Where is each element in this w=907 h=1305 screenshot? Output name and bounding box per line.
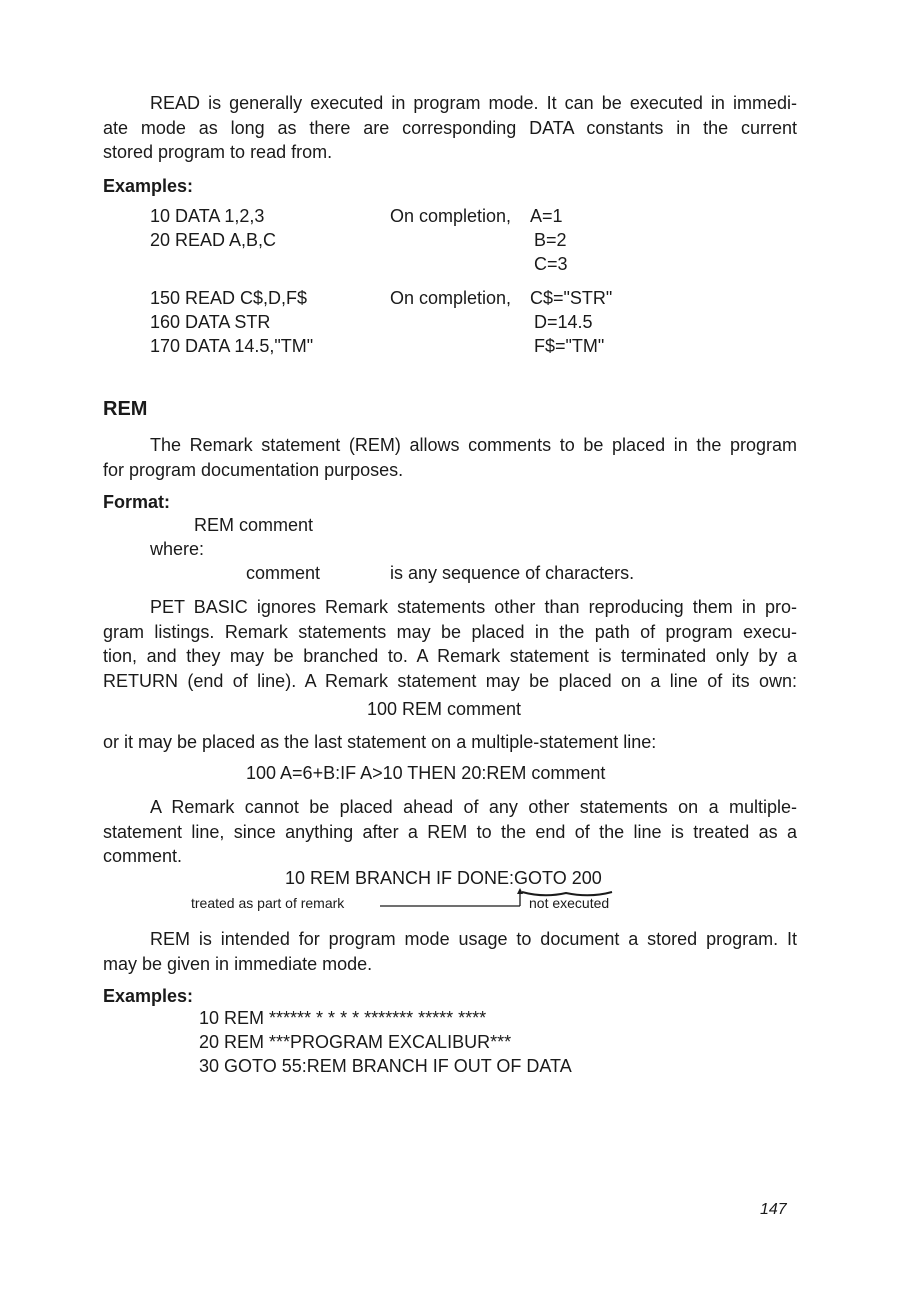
intended-line-2: may be given in immediate mode. [103, 953, 373, 974]
read-line-1: READ is generally executed in program mode. It can be executed in immedi- [150, 93, 797, 113]
result-a: A=1 [530, 206, 563, 226]
rem-intro-line-2: for program documentation purposes. [103, 459, 404, 480]
cannot-line-3: comment. [103, 846, 183, 866]
format-heading: Format: [103, 492, 170, 512]
param-description: is any sequence of characters. [390, 563, 635, 583]
page-number: 147 [760, 1201, 787, 1218]
example-branch-suffix: :GOTO 200 [509, 868, 602, 888]
completion-label-1: On completion, [390, 206, 512, 226]
pet-line-3: tion, and they may be branched to. A Remark statement is terminated only by a [103, 646, 797, 666]
example-goto-rem: 30 GOTO 55:REM BRANCH IF OUT OF DATA [199, 1056, 572, 1076]
pet-basic-paragraph [103, 595, 797, 693]
remark-arrow-head [517, 888, 523, 894]
pet-line-1: PET BASIC ignores Remark statements other than reproducing them in pro- [150, 597, 797, 617]
param-name: comment [246, 563, 321, 583]
result-b: B=2 [534, 230, 567, 250]
annotation-not-executed: not executed [529, 895, 610, 911]
read-line-2: ate mode as long as there are corresponding DATA constants in the current [103, 117, 797, 138]
example-line-160-data: 160 DATA STR [150, 312, 271, 332]
completion-label-2: On completion, [390, 288, 512, 308]
rem-intro-paragraph [103, 433, 797, 482]
intended-paragraph [103, 927, 797, 976]
pet-line-4: RETURN (end of line). A Remark statement may be placed on a line of its own: [103, 670, 797, 691]
rem-intro-line-1: The Remark statement (REM) allows comments to be placed in the program [150, 435, 797, 455]
multi-statement-paragraph: or it may be placed as the last statement on a multiple-statement line: [103, 732, 657, 752]
example-line-10-data: 10 DATA 1,2,3 [150, 206, 265, 226]
example-multi-statement: 100 A=6+B:IF A>10 THEN 20:REM comment [246, 763, 606, 783]
branch-annotation-graphic [0, 880, 907, 920]
intended-line-1: REM is intended for program mode usage to document a stored program. It [150, 929, 797, 949]
format-syntax: REM comment [194, 515, 314, 535]
read-paragraph [103, 91, 797, 165]
read-line-3: stored program to read from. [103, 142, 333, 162]
cannot-line-1: A Remark cannot be placed ahead of any other statements on a multiple- [150, 797, 797, 817]
result-cs: C$="STR" [530, 288, 613, 308]
examples-heading-1: Examples: [103, 176, 194, 196]
example-line-150-read: 150 READ C$,D,F$ [150, 288, 308, 308]
cannot-paragraph [103, 795, 797, 869]
examples-heading-2: Examples: [103, 986, 194, 1006]
annotation-treated-as-remark: treated as part of remark [191, 895, 345, 911]
pet-line-2: gram listings. Remark statements may be placed in the path of program execu- [103, 621, 797, 642]
example-rem-stars: 10 REM ****** * * * * ******* ***** **** [199, 1008, 487, 1028]
example-line-20-read: 20 READ A,B,C [150, 230, 277, 250]
cannot-line-2: statement line, since anything after a REM to the end of the line is treated as a [103, 821, 797, 842]
example-own-line: 100 REM comment [367, 699, 522, 719]
result-c: C=3 [534, 254, 568, 274]
result-d: D=14.5 [534, 312, 593, 332]
result-fs: F$="TM" [534, 336, 605, 356]
example-rem-excalibur: 20 REM ***PROGRAM EXCALIBUR*** [199, 1032, 512, 1052]
rem-heading: REM [103, 398, 148, 420]
example-branch-prefix: 10 REM BRANCH IF DONE [285, 868, 510, 888]
where-label: where: [150, 539, 205, 559]
example-line-170-data: 170 DATA 14.5,"TM" [150, 336, 314, 356]
